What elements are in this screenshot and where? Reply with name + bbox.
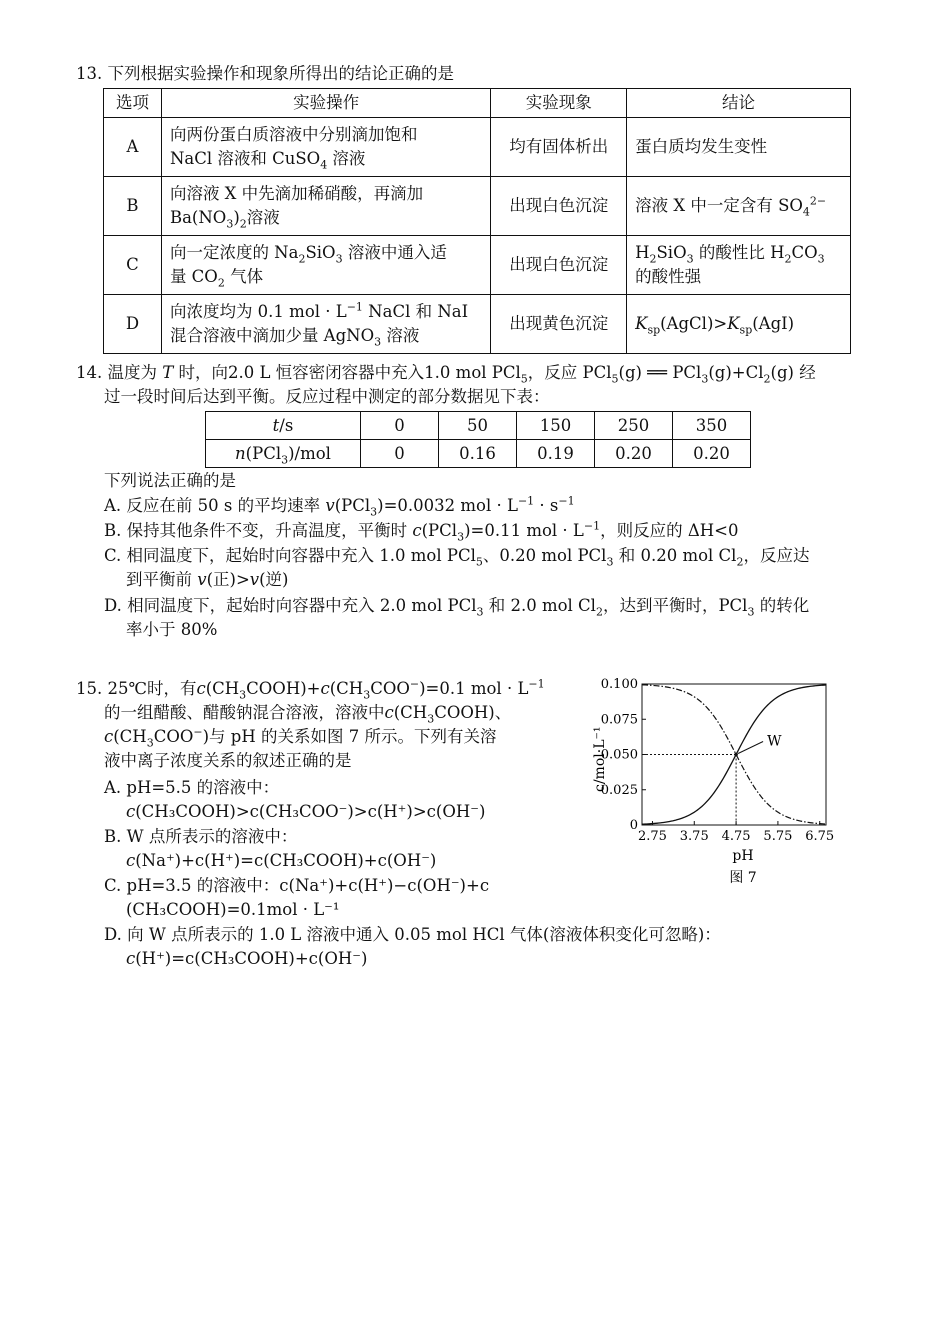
q15-option-d: D. 向 W 点所表示的 1.0 L 溶液中通入 0.05 mol HCl 气体(溶液体积变化可忽略)： c(H⁺)=c(CH₃COOH)+c(OH⁻): [104, 925, 721, 968]
amount-cell: 0.16: [439, 440, 517, 468]
q15-stem: 15. 25℃时，有$c(CH_3COOH)+c(CH_3COO^-)=0.1$ mol · $L^{-1}$ 的一组醋酸、醋酸钠混合溶液，溶液中$c(CH_3COOH)$、 $c(CH_3COO^-)$与 pH 的关系如图 7 所示。下列有关溶 液中离子浓度关系的叙述正确的是: [76, 677, 545, 770]
row-conclusion: $K_{sp}(AgCl)>K_{sp}(AgI)$: [627, 295, 851, 354]
amount-cell: 0.20: [595, 440, 673, 468]
q14-option-a: A. 反应在前 50 s 的平均速率 v(PCl$_3$)=0.0032 mol · $L^{-1} \cdot s^{-1}$: [104, 494, 575, 519]
table-row: [206, 412, 751, 440]
x-tick-label: 4.75: [721, 829, 751, 844]
row-operation: 向浓度均为 0.1 mol · $L^{-1}$ NaCl 和 NaI 混合溶液中滴加少量 AgNO$_3$ 溶液: [161, 295, 490, 354]
amount-cell: 0.20: [673, 440, 751, 468]
x-tick-label: 3.75: [679, 829, 709, 844]
q14-table: [205, 411, 751, 468]
header-conclusion: 结论: [627, 89, 851, 118]
time-cell: 250: [595, 412, 673, 440]
time-cell: 50: [439, 412, 517, 440]
header-phenomenon: 实验现象: [491, 89, 627, 118]
y-tick-label: 0.050: [600, 747, 638, 763]
q15-option-a: A. pH=5.5 的溶液中： c(CH₃COOH)>c(CH₃COO⁻)>c(H⁺)>c(OH⁻): [104, 778, 486, 821]
q13-stem: 13. 下列根据实验操作和现象所得出的结论正确的是: [76, 64, 454, 83]
q14-option-c: C. 相同温度下，起始时向容器中充入 1.0 mol PCl$_5$、0.20 mol PCl$_3$ 和 0.20 mol $Cl_2$，反应达 到平衡前 v(正)>v(逆): [104, 546, 810, 589]
row-conclusion: 蛋白质均发生变性: [627, 118, 851, 177]
y-tick-label: 0.075: [600, 712, 638, 728]
y-tick-label: 0: [629, 818, 638, 833]
q15-option-c: C. pH=3.5 的溶液中：c(Na⁺)+c(H⁺)−c(OH⁻)+c (CH₃COOH)=0.1mol · L⁻¹: [104, 876, 490, 919]
amount-header: n(PCl$_3$)/mol: [206, 440, 361, 468]
table-row: [104, 118, 851, 177]
row-option: D: [104, 295, 162, 354]
y-axis-label: c/mol·L⁻¹: [592, 726, 608, 792]
table-row: [104, 236, 851, 295]
q14-option-d: D. 相同温度下，起始时向容器中充入 2.0 mol PCl$_3$ 和 2.0 mol $Cl_2$，达到平衡时，PCl$_3$ 的转化 率小于 80%: [104, 596, 810, 639]
row-operation: 向溶液 X 中先滴加稀硝酸，再滴加 $Ba(NO_3)_2$溶液: [161, 177, 490, 236]
x-tick-label: 5.75: [763, 829, 793, 844]
row-operation: 向两份蛋白质溶液中分别滴加饱和 NaCl 溶液和 CuSO$_4$ 溶液: [161, 118, 490, 177]
x-tick-label: 2.75: [637, 829, 667, 844]
q14-lead: 下列说法正确的是: [104, 471, 236, 490]
time-cell: 0: [361, 412, 439, 440]
row-operation: 向一定浓度的 $Na_2SiO_3$ 溶液中通入适 量 $CO_2$ 气体: [161, 236, 490, 295]
row-conclusion: 溶液 X 中一定含有 $SO_4^{2-}$: [627, 177, 851, 236]
amount-cell: 0: [361, 440, 439, 468]
header-operation: 实验操作: [161, 89, 490, 118]
x-axis-label: pH: [732, 848, 754, 864]
q15-option-b: B. W 点所表示的溶液中： c(Na⁺)+c(H⁺)=c(CH₃COOH)+c(OH⁻): [104, 827, 437, 870]
row-option: A: [104, 118, 162, 177]
table-row: [104, 295, 851, 354]
y-tick-label: 0.100: [600, 677, 638, 692]
table-row: [104, 177, 851, 236]
table-row: [206, 440, 751, 468]
q14-option-b: B. 保持其他条件不变，升高温度，平衡时 c(PCl$_3$)=0.11 mol · $L^{-1}$，则反应的 ΔH<0: [104, 519, 739, 544]
x-tick-label: 6.75: [805, 829, 835, 844]
time-cell: 350: [673, 412, 751, 440]
row-conclusion: $H_2SiO_3$ 的酸性比 $H_2CO_3$ 的酸性强: [627, 236, 851, 295]
row-option: C: [104, 236, 162, 295]
y-tick-label: 0.025: [600, 782, 638, 798]
q14-stem: 14. 温度为 T 时，向2.0 L 恒容密闭容器中充入1.0 mol PCl$_5$，反应 PCl$_5$(g) ══ $PCl_3(g)+Cl_2(g)$ 经 过一段时间后达到平衡。反应过程中测定的部分数据见下表：: [76, 363, 816, 406]
ph-concentration-chart: [580, 670, 850, 900]
w-label: W: [767, 733, 782, 750]
figure-caption: 图 7: [729, 870, 757, 886]
w-point: [734, 753, 738, 757]
amount-cell: 0.19: [517, 440, 595, 468]
header-option: 选项: [104, 89, 162, 118]
q13-table: [103, 88, 851, 354]
row-phenomenon: 出现黄色沉淀: [491, 295, 627, 354]
table-header-row: [104, 89, 851, 118]
time-header: t/s: [206, 412, 361, 440]
row-option: B: [104, 177, 162, 236]
row-phenomenon: 出现白色沉淀: [491, 177, 627, 236]
time-cell: 150: [517, 412, 595, 440]
row-phenomenon: 出现白色沉淀: [491, 236, 627, 295]
row-phenomenon: 均有固体析出: [491, 118, 627, 177]
